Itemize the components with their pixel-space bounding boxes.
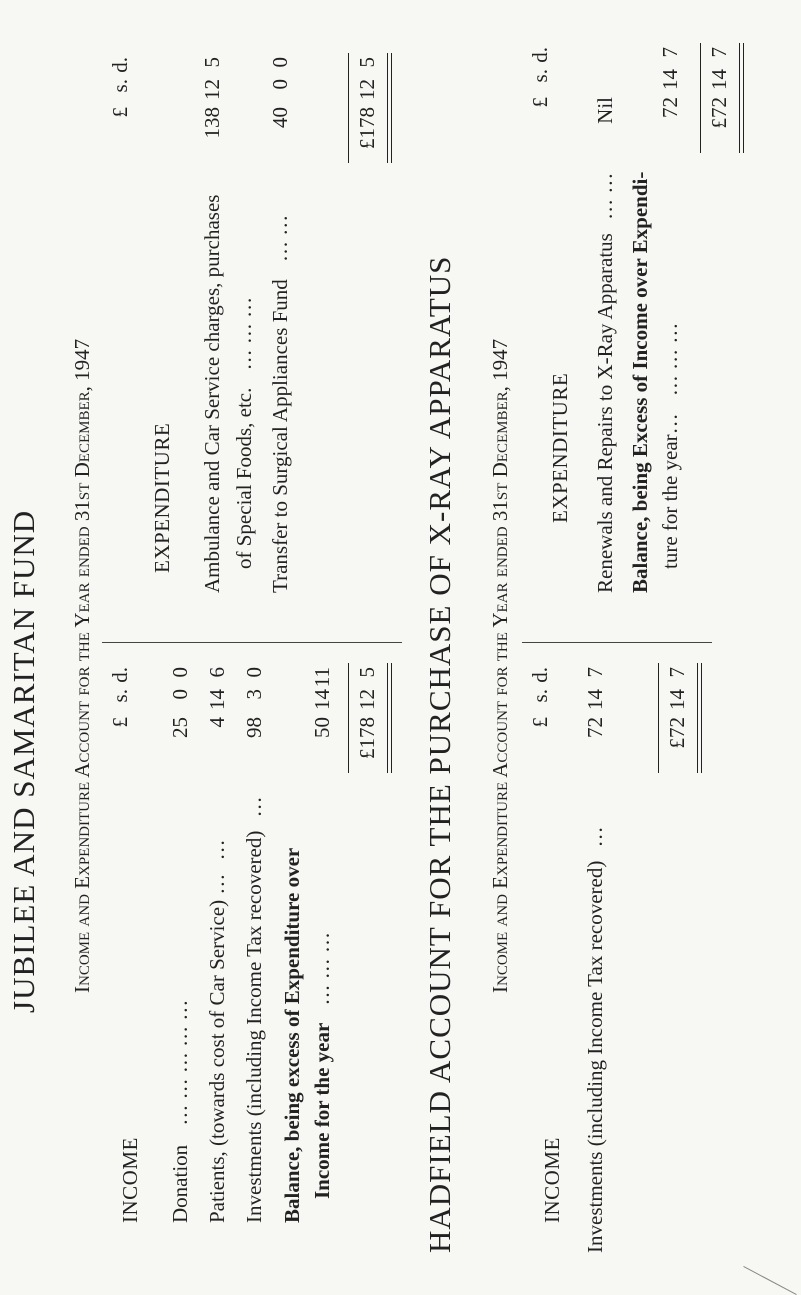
jubilee-expenditure-total-double-rule xyxy=(387,53,388,163)
row-label-continued: ture for the year… xyxy=(658,413,682,569)
hadfield-expenditure-amount-balance: 72147 xyxy=(658,47,682,118)
hadfield-income-currency-header: £s.d. xyxy=(528,667,552,728)
jubilee-expenditure-amount-ambulance: 138125 xyxy=(200,57,224,139)
jubilee-income-total: £178125 xyxy=(355,667,379,759)
jubilee-expenditure-currency-header: £s.d. xyxy=(108,57,132,118)
hadfield-expenditure-currency-header: £s.d. xyxy=(528,47,552,108)
row-dots: … … xyxy=(268,214,292,262)
jubilee-income-row-balance xyxy=(280,848,305,1223)
jubilee-expenditure-row-ambulance xyxy=(200,195,225,593)
hadfield-subtitle-text: Income and Expenditure Account for the Year ended 31st December, 1947 xyxy=(488,338,512,993)
jubilee-income-row-investments xyxy=(242,796,267,1223)
jubilee-expenditure-row-transfer xyxy=(268,215,293,593)
row-dots: … xyxy=(205,839,229,861)
row-dots: … … … xyxy=(658,322,682,397)
row-label: Investments (including Income Tax recovered) xyxy=(583,860,607,1253)
hadfield-expenditure-subtotal-rule xyxy=(700,43,701,153)
hadfield-income-heading: INCOME xyxy=(540,1137,564,1223)
hadfield-income-amount-investments: 72147 xyxy=(583,667,607,738)
row-label: Ambulance and Car Service charges, purchases xyxy=(200,194,224,593)
hadfield-expenditure-amount-renewals: Nil xyxy=(593,97,617,124)
row-dots: … … … xyxy=(310,931,334,1006)
jubilee-income-amount-patients: 4146 xyxy=(205,667,229,728)
row-label-continued: of Special Foods, etc. xyxy=(232,387,256,569)
hadfield-income-total: £72147 xyxy=(665,667,689,749)
row-dots: … … … … … xyxy=(168,999,192,1126)
jubilee-income-subtotal-rule xyxy=(348,663,349,773)
jubilee-expenditure-subtotal-rule xyxy=(348,53,349,163)
row-label: Balance, being Excess of Income over Expendi- xyxy=(628,171,652,593)
hadfield-income-total-double-rule-2 xyxy=(701,663,702,773)
scan-mark xyxy=(743,1266,796,1295)
hadfield-income-subtotal-rule xyxy=(658,663,659,773)
hadfield-expenditure-row-balance-line2 xyxy=(658,323,683,569)
jubilee-subtitle-text: Income and Expenditure Account for the Year ended 31st December, 1947 xyxy=(70,338,94,993)
hadfield-income-row-investments xyxy=(583,826,608,1253)
row-label: Renewals and Repairs to X-Ray Apparatus xyxy=(593,233,617,593)
jubilee-income-row-donation xyxy=(168,1000,193,1223)
jubilee-column-divider xyxy=(102,642,402,643)
row-label: Balance, being excess of Expenditure over xyxy=(280,847,304,1223)
jubilee-income-amount-donation: 2500 xyxy=(168,667,192,738)
jubilee-income-total-double-rule xyxy=(387,663,388,773)
row-label: Donation xyxy=(168,1144,192,1223)
jubilee-income-amount-balance: 501411 xyxy=(310,667,334,738)
hadfield-expenditure-heading: EXPENDITURE xyxy=(548,372,572,523)
row-dots: … … xyxy=(593,172,617,220)
hadfield-expenditure-row-renewals xyxy=(593,173,618,593)
jubilee-income-heading: INCOME xyxy=(118,1137,142,1223)
row-dots: … xyxy=(583,826,607,848)
jubilee-title: JUBILEE AND SAMARITAN FUND xyxy=(6,509,41,1013)
hadfield-expenditure-total: £72147 xyxy=(707,47,731,129)
row-label: Patients, (towards cost of Car Service) … xyxy=(205,873,229,1223)
hadfield-income-total-double-rule xyxy=(697,663,698,773)
row-label-continued: Income for the year xyxy=(310,1022,334,1199)
hadfield-column-divider xyxy=(522,642,712,643)
row-dots: … … … xyxy=(232,296,256,371)
hadfield-title: HADFIELD ACCOUNT FOR THE PURCHASE OF X-RAY APPARATUS xyxy=(422,255,457,1253)
jubilee-income-row-balance-line2 xyxy=(310,932,335,1199)
row-label: Investments (including Income Tax recovered) xyxy=(242,830,266,1223)
jubilee-expenditure-amount-transfer: 4000 xyxy=(268,57,292,128)
jubilee-expenditure-total: £178125 xyxy=(355,57,379,149)
hadfield-expenditure-total-double-rule-2 xyxy=(743,43,744,153)
jubilee-expenditure-heading: EXPENDITURE xyxy=(150,422,174,573)
row-dots: … xyxy=(242,796,266,818)
hadfield-subtitle xyxy=(488,339,513,993)
jubilee-expenditure-total-double-rule-2 xyxy=(391,53,392,163)
hadfield-expenditure-total-double-rule xyxy=(739,43,740,153)
jubilee-expenditure-row-ambulance-line2 xyxy=(232,297,257,569)
jubilee-subtitle xyxy=(70,339,95,993)
jubilee-income-amount-investments: 9830 xyxy=(242,667,266,738)
jubilee-income-total-double-rule-2 xyxy=(391,663,392,773)
jubilee-income-row-patients xyxy=(205,839,230,1223)
jubilee-income-currency-header: £s.d. xyxy=(108,667,132,728)
hadfield-expenditure-row-balance xyxy=(628,172,653,593)
row-label: Transfer to Surgical Appliances Fund xyxy=(268,279,292,593)
